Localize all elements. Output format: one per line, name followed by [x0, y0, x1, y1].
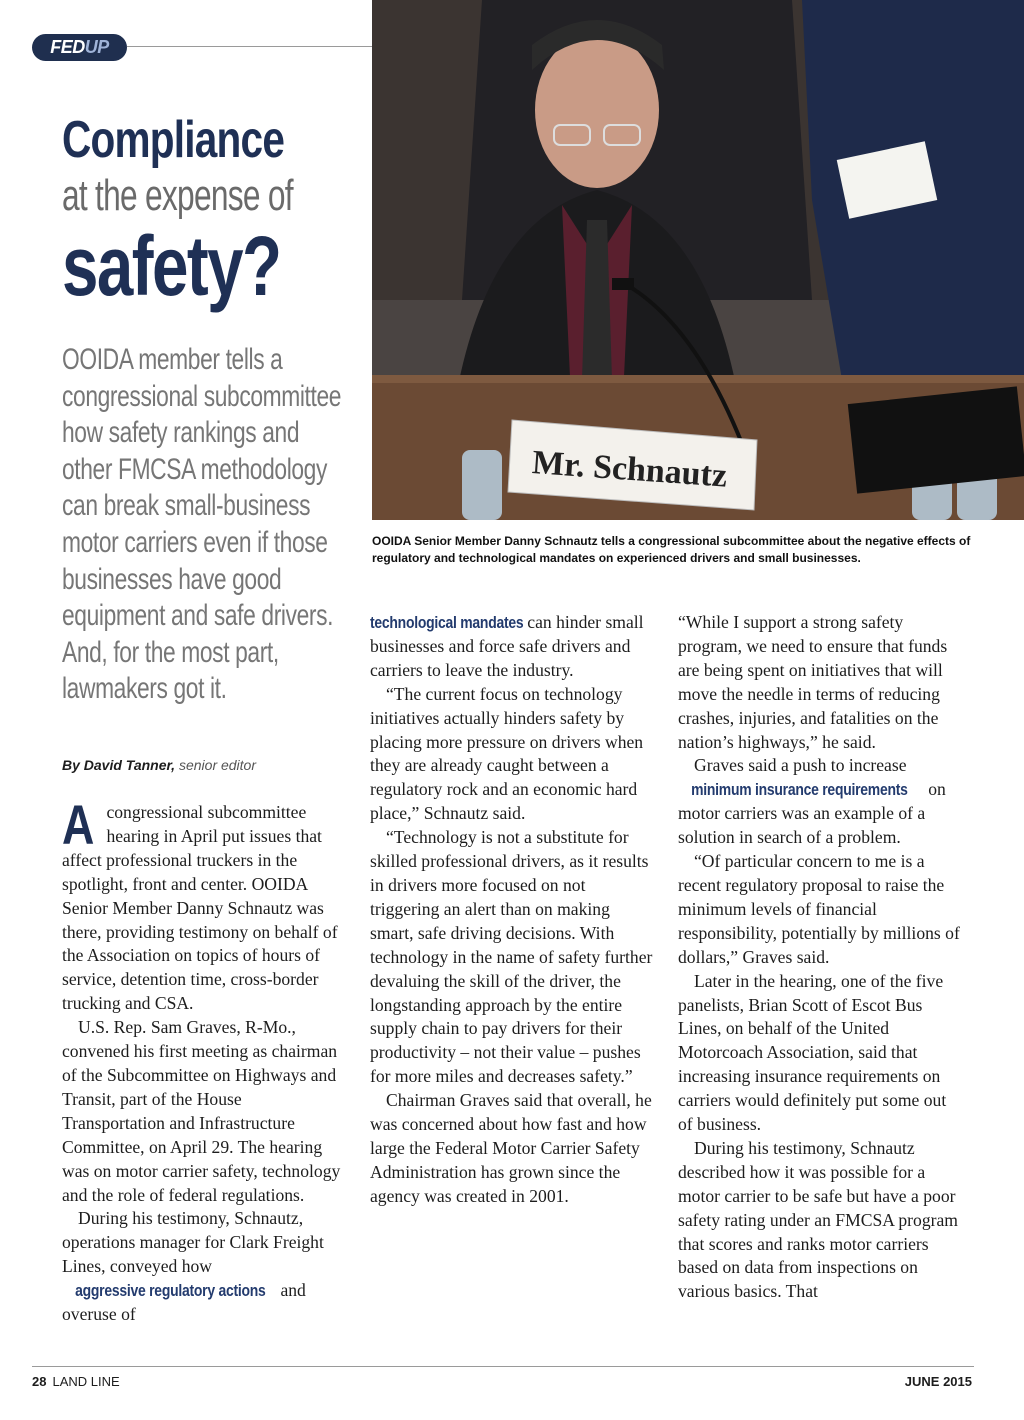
publication-name: LAND LINE: [52, 1374, 120, 1389]
issue-date: JUNE 2015: [904, 1374, 972, 1389]
hearing-photo-illustration: [372, 0, 1024, 520]
hearing-photo: [372, 0, 1024, 520]
deck-line: OOIDA member tells a: [62, 343, 283, 376]
deck-line: motor carriers even if those: [62, 525, 328, 559]
article-text: congressional subcommittee hearing in April put issues that affect professional truckers in the spotlight, front and center. OOIDA Senior Member Danny Schnautz was there, providing testimony on behalf of the Association on topics of hours of service, detention time, cross-border trucking and CSA.: [62, 802, 338, 1014]
deck-line: how safety rankings and: [62, 416, 300, 450]
headline-line-3: safety?: [62, 219, 281, 313]
article-paragraph: “Of particular concern to me is a recent regulatory proposal to raise the minimum levels of financial responsibility, potentially by millions of dollars,” Graves said.: [678, 851, 960, 967]
deck-line: businesses have good: [62, 562, 282, 596]
footer-rule: [32, 1366, 974, 1367]
article-column-2: [370, 611, 655, 1209]
article-paragraph: Chairman Graves said that overall, he was concerned about how fast and how large the Federal Motor Carrier Safety Administration has grown since the agency was created in 2001.: [370, 1090, 652, 1206]
article-text: During his testimony, Schnautz, operations manager for Clark Freight Lines, conveyed how: [62, 1208, 324, 1277]
byline-role: senior editor: [178, 757, 257, 773]
section-tag-up: UP: [84, 37, 109, 57]
article-paragraph: Later in the hearing, one of the five panelists, Brian Scott of Escot Bus Lines, on behalf of the United Motorcoach Association, said that increasing insurance requirements on carriers would definitely put some out of business.: [678, 970, 947, 1135]
article-text: Graves said a push to increase: [694, 755, 907, 776]
article-paragraph: [678, 754, 963, 850]
keyword-link[interactable]: minimum insurance requirements: [691, 780, 908, 800]
folio: [32, 1374, 120, 1389]
section-tag-fedup: [32, 34, 127, 61]
deck: [62, 342, 352, 708]
deck-line: And, for the most part,: [62, 635, 279, 669]
article-paragraph: U.S. Rep. Sam Graves, R-Mo., convened his first meeting as chairman of the Subcommittee on Highways and Transit, part of the House Transportation and Infrastructure Committee, on April 29. The hearing was on motor carrier safety, technology and the role of federal regulations.: [62, 1017, 341, 1205]
drop-cap: A: [62, 793, 95, 856]
photo-caption: OOIDA Senior Member Danny Schnautz tells a congressional subcommittee about the negative effects of regulatory and technological mandates on experienced drivers and small businesses.: [372, 534, 971, 565]
nameplate-text: Mr. Schnautz: [530, 444, 729, 495]
headline-line-2: at the expense of: [62, 171, 293, 220]
byline-author: By David Tanner,: [62, 757, 176, 773]
article-paragraph: “While I support a strong safety program, we need to ensure that funds are being spent on initiatives that will move the needle in terms of reducing crashes, injuries, and fatalities on the nation’s highways,” he said.: [678, 612, 948, 752]
article-text: can hinder small businesses and force safe drivers and carriers to leave the industry.: [370, 612, 644, 680]
deck-line: congressional subcommittee: [62, 379, 342, 413]
article-text: and overuse of: [62, 1280, 306, 1325]
article-text: on motor carriers was an example of a solution in search of a problem.: [678, 779, 946, 848]
headline: [62, 110, 362, 313]
article-paragraph: [62, 1207, 347, 1327]
article-column-1: [62, 793, 347, 1327]
keyword-link[interactable]: technological mandates: [370, 613, 524, 632]
deck-line: can break small-business: [62, 489, 311, 523]
keyword-link[interactable]: aggressive regulatory actions: [75, 1281, 266, 1301]
headline-line-1: Compliance: [62, 111, 285, 169]
page-number: 28: [32, 1374, 47, 1389]
deck-line: equipment and safe drivers.: [62, 599, 334, 633]
deck-line: lawmakers got it.: [62, 672, 227, 706]
article-column-3: [678, 611, 963, 1304]
byline: [62, 757, 256, 773]
header-rule: [127, 46, 372, 47]
deck-line: other FMCSA methodology: [62, 452, 328, 486]
article-paragraph: “Technology is not a substitute for skilled professional drivers, as it results in drivers more focused on not triggering an alert than on making smart, safe driving decisions. With technology in the name of safety further devaluing the skill of the driver, the longstanding approach by the entire supply chain to pay drivers for their productivity – not their value – pushes for more miles and decreases safety.”: [370, 827, 653, 1087]
article-paragraph: [370, 611, 655, 683]
article-paragraph: “The current focus on technology initiatives actually hinders safety by placing more pressure on drivers when they are already caught between a regulatory rock and an economic hard place,” Schnautz said.: [370, 683, 644, 824]
section-tag-fed: FED: [50, 37, 85, 57]
article-paragraph: [62, 793, 347, 1016]
article-paragraph: During his testimony, Schnautz described how it was possible for a motor carrier to be safe but have a poor safety rating under an FMCSA program that scores and ranks motor carriers based on data from inspections on various basics. That: [678, 1137, 958, 1302]
